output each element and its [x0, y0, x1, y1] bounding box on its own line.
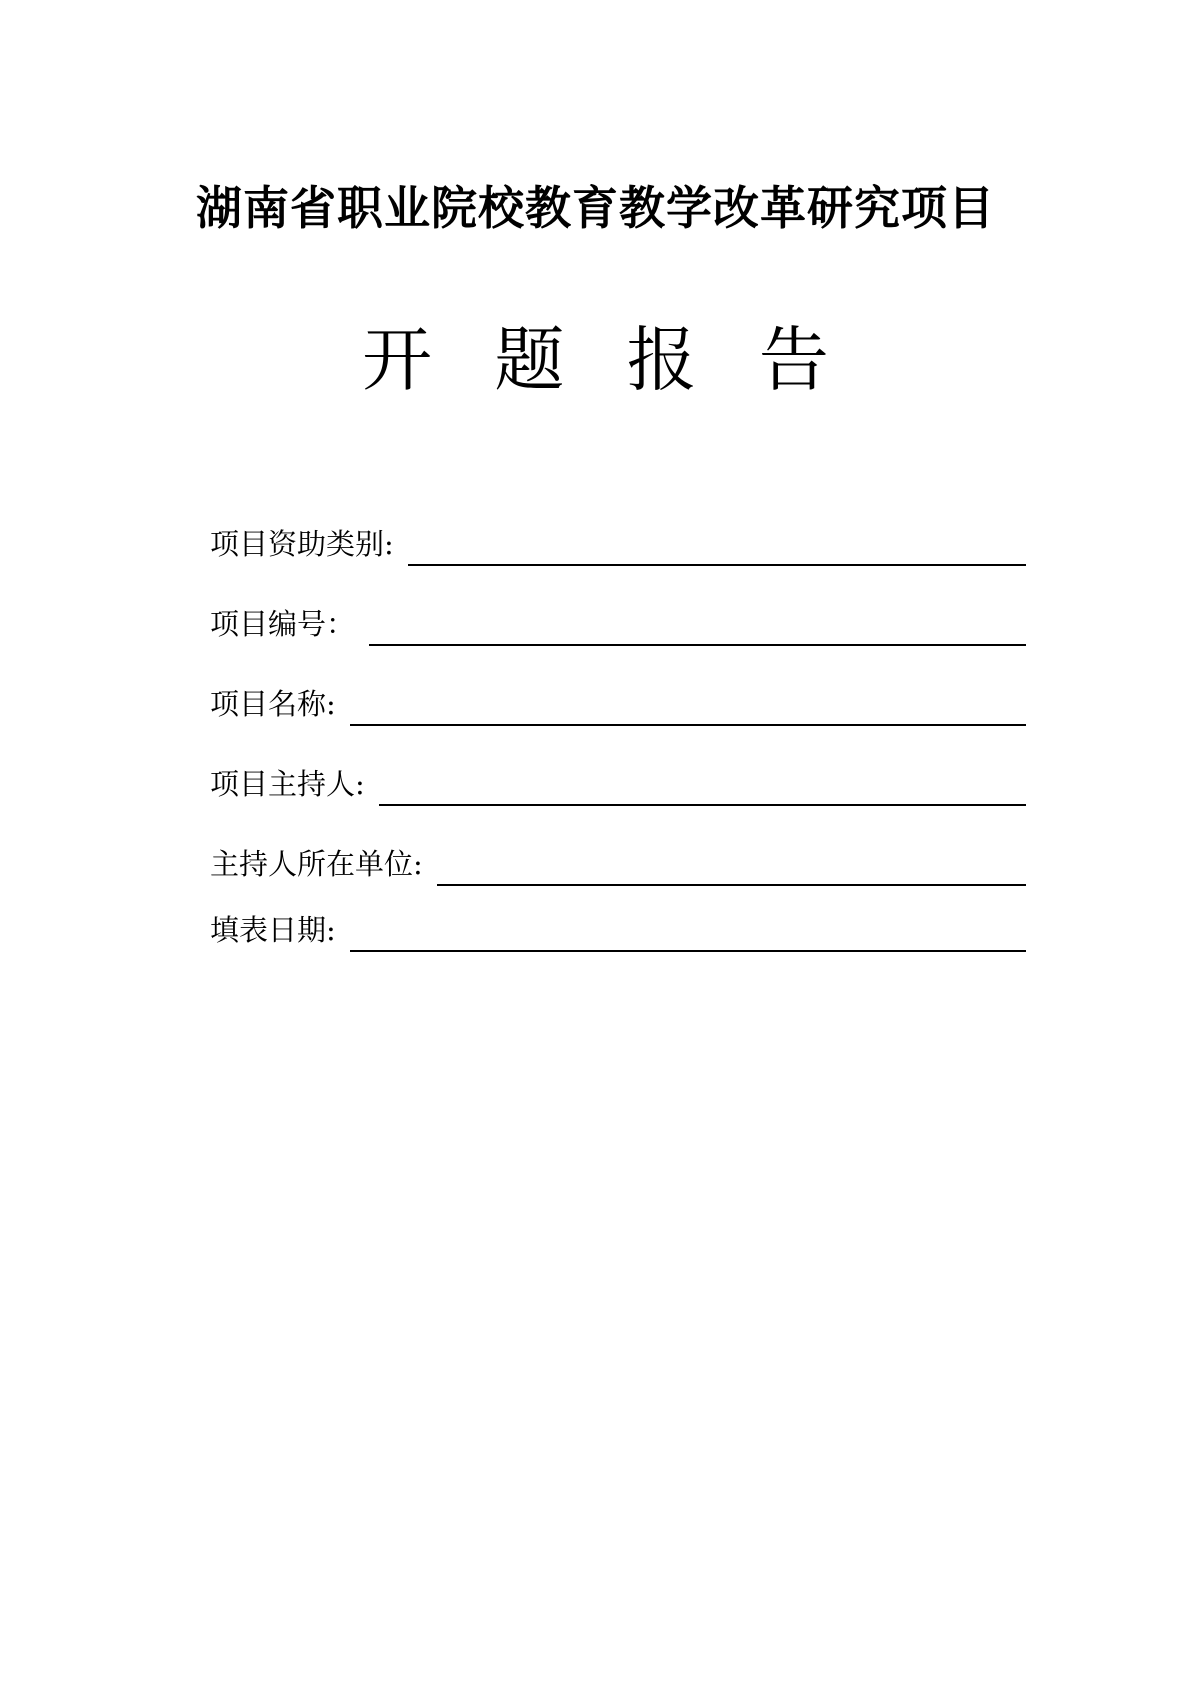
report-title-char: 告 [758, 319, 829, 401]
project-name-label: 项目名称: [210, 687, 336, 721]
fill-date-input[interactable] [350, 922, 1026, 952]
project-leader-input[interactable] [379, 776, 1026, 806]
project-number-input[interactable] [369, 616, 1026, 646]
project-number-label: 项目编号： [210, 607, 356, 641]
project-leader-label: 项目主持人: [210, 767, 365, 801]
project-name-input[interactable] [350, 696, 1026, 726]
fill-date-label: 填表日期: [210, 913, 336, 947]
funding-category-label: 项目资助类别: [210, 527, 394, 561]
project-leader-field [210, 760, 1026, 806]
project-number-field [210, 600, 1026, 646]
funding-category-field [210, 520, 1026, 566]
report-title-char: 题 [494, 319, 565, 401]
report-title [0, 318, 1191, 402]
fill-date-field [210, 906, 1026, 952]
page-title: 湖南省职业院校教育教学改革研究项目 [196, 181, 995, 235]
leader-institution-field [210, 840, 1026, 886]
funding-category-input[interactable] [408, 536, 1026, 566]
leader-institution-label: 主持人所在单位: [210, 847, 423, 881]
report-title-char: 报 [626, 319, 697, 401]
report-title-char: 开 [362, 319, 433, 401]
leader-institution-input[interactable] [437, 856, 1026, 886]
project-name-field [210, 680, 1026, 726]
